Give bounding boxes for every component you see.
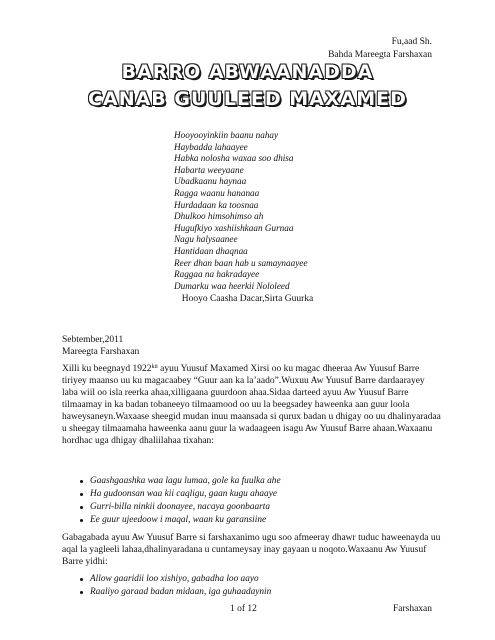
paragraph-1 bbox=[62, 361, 442, 447]
header-department: Bahda Mareegta Farshaxan bbox=[328, 50, 432, 60]
bullet-item: Gurri-billa ninkii doonayee, nacaya goonbaarta bbox=[80, 501, 281, 514]
bullet-list-1 bbox=[80, 475, 281, 527]
paragraph-1-start: Xilli ku beegnayd 1922 bbox=[62, 364, 152, 374]
bullet-item: Allow gaaridii loo xishiyo, gabadha loo aayo bbox=[80, 573, 271, 586]
poem-line: Hooyooyinkiin baanu nahay bbox=[174, 130, 279, 140]
poem-line: Reer dhan baan hab u samaynaayee bbox=[174, 257, 308, 268]
poem-credit: Hooyo Caasha Dacar,Sirta Guurka bbox=[181, 294, 314, 304]
footer-site-name: Farshaxan bbox=[392, 604, 432, 614]
poem-line: Haybadda lahaayee bbox=[174, 141, 248, 152]
poem-line: Dumarku waa heerkii Nololeed bbox=[174, 280, 290, 291]
title-line-1: BARRO ABWAANADDA bbox=[121, 61, 374, 83]
paragraph-2: Gabagabada ayuu Aw Yuusuf Barre si farshaxanimo ugu soo afmeeray dhawr tuduc haweenayda uu aqal la yagleeli lahaa,dhalinyaradana u cuntameysay inay gayaan u noqoto.Waxaanu Aw Yuusuf Barre yidhi: bbox=[62, 533, 441, 567]
poem-line: Hurdadaan ka toosnaa bbox=[174, 199, 259, 210]
bullet-item: Ha gudoonsan waa kii caqligu, gaan kugu ahaaye bbox=[80, 488, 281, 501]
poem-line: Ragga waanu hananaa bbox=[174, 187, 260, 198]
poem-line: Hugufkiyo xashiishkaan Gurnaa bbox=[174, 222, 294, 233]
header-block bbox=[328, 36, 432, 62]
header-author: Fu,aad Sh. bbox=[391, 37, 432, 47]
title-line-2: CANAB GUULEED MAXAMED bbox=[88, 88, 407, 110]
bullet-item: Raaliyo garaad badan midaan, iga guhaadaynin bbox=[80, 586, 271, 599]
poem-line: Nagu halysaanee bbox=[174, 234, 238, 245]
bullet-list-2 bbox=[80, 573, 271, 599]
poem-line: Raggaa na hakradayee bbox=[174, 269, 260, 280]
date-block bbox=[62, 334, 139, 358]
paragraph-1-rest: ayuu Yuusuf Maxamed Xirsi oo ku magac dheeraa Aw Yuusuf Barre tiriyey maanso uu ku magacaabey “Guur aan ka la’aado”.Wuxuu Aw Yuusuf Barre dardaarayey laba wiil oo isla reerka ahaa,xilligaana guurdoon ahaa.Sidaa darteed ayuu Aw Yuusuf Barre tilmaamay in ka badan tobaneeyo tilmaamood oo uu la beegsadey haweenka aan guur loola haweysaneyn.Waxaase sheegid mudan inuu maansada si qurux badan u dhigay oo uu dhalinyaradaa u sheegay tilmaamaha haweenka aanu guur la wadaageen isagu Aw Yuusuf Barre ahaan.Waxaanu hordhac uga dhigay dhaliilahaa tixahan: bbox=[62, 364, 441, 446]
bullet-item: Gaashgaashka waa lagu lumaa, gole ka fuulka ahe bbox=[80, 475, 281, 488]
poem-line: Habka nolosha waxaa soo dhisa bbox=[174, 153, 294, 164]
footer-page-number: 1 of 12 bbox=[230, 604, 257, 614]
poem-line: Ubadkaanu haynaa bbox=[174, 176, 247, 187]
bullet-item: Ee guur ujeedoow i maqal, waan ku garansiine bbox=[80, 514, 281, 527]
poem-line: Hantidaan dhaqnaa bbox=[174, 245, 248, 256]
date: Sebtember,2011 bbox=[62, 335, 124, 345]
poem-line: Habarta weeyaane bbox=[174, 164, 244, 175]
site-name: Mareegta Farshaxan bbox=[62, 347, 140, 357]
poem-line: Dhulkoo himsohimso ah bbox=[174, 211, 264, 222]
poem bbox=[174, 130, 307, 292]
ordinal-suffix: kii bbox=[151, 364, 158, 370]
